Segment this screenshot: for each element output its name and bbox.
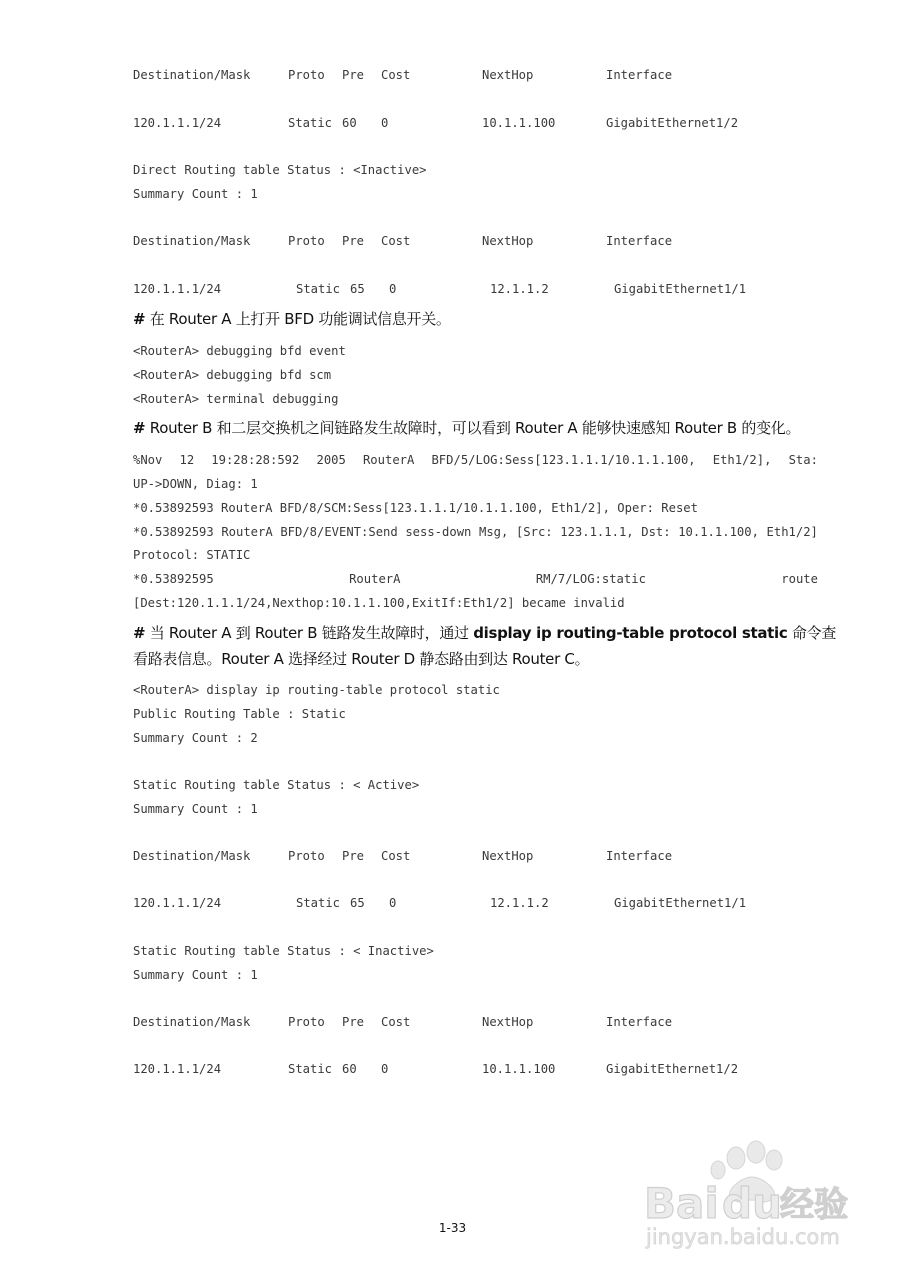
col-nexthop: NextHop (482, 849, 534, 863)
instruction-paragraph (133, 308, 451, 329)
hash-marker: # (133, 419, 146, 437)
log-token: 12 (179, 453, 195, 467)
watermark-brand-2: du (722, 1179, 782, 1228)
col-proto: Proto (288, 234, 325, 248)
col-pre: Pre (342, 849, 365, 863)
command-line: <RouterA> debugging bfd scm (133, 368, 332, 382)
log-line (133, 572, 818, 586)
hash-marker: # (133, 624, 146, 642)
log-token: RouterA (349, 572, 401, 586)
cell-interface: GigabitEthernet1/1 (614, 896, 747, 910)
log-token: 19:28:28:592 (211, 453, 300, 467)
log-token: %Nov (133, 453, 163, 467)
cell-proto: Static (296, 896, 341, 910)
col-destination: Destination/Mask (133, 849, 251, 863)
log-token: [Src: (515, 525, 553, 539)
summary-count-line: Summary Count : 1 (133, 187, 258, 201)
cell-pre: 60 (342, 116, 357, 130)
hash-marker: # (133, 310, 146, 328)
routing-status-line: Direct Routing table Status : <Inactive> (133, 163, 427, 177)
col-proto: Proto (288, 1015, 325, 1029)
instruction-paragraph (133, 622, 836, 643)
col-cost: Cost (381, 849, 411, 863)
log-token: 2005 (316, 453, 346, 467)
col-proto: Proto (288, 849, 325, 863)
log-token: 10.1.1.100, (678, 525, 759, 539)
command-line: <RouterA> display ip routing-table protocol static (133, 683, 500, 697)
col-destination: Destination/Mask (133, 1015, 251, 1029)
cell-proto: Static (296, 282, 341, 296)
routing-status-line: Static Routing table Status : < Inactive> (133, 944, 434, 958)
log-token: Msg, (478, 525, 509, 539)
log-token: Eth1/2] (766, 525, 818, 539)
log-token: *0.53892595 (133, 572, 214, 586)
log-token: Sta: (788, 453, 818, 467)
cell-nexthop: 10.1.1.100 (482, 1062, 556, 1076)
col-cost: Cost (381, 68, 411, 82)
cell-cost: 0 (381, 116, 389, 130)
log-token: BFD/5/LOG:Sess[123.1.1.1/10.1.1.100, (431, 453, 696, 467)
col-pre: Pre (342, 234, 365, 248)
cell-proto: Static (288, 116, 333, 130)
cell-pre: 60 (342, 1062, 357, 1076)
log-line (133, 453, 818, 467)
cell-cost: 0 (389, 896, 397, 910)
col-interface: Interface (606, 68, 673, 82)
log-line: UP->DOWN, Diag: 1 (133, 477, 258, 491)
cell-proto: Static (288, 1062, 333, 1076)
instruction-text: Router B 和二层交换机之间链路发生故障时，可以看到 Router A 能够快速感知 Router B 的变化。 (145, 419, 801, 437)
command-name: display ip routing-table protocol static (473, 624, 788, 642)
col-interface: Interface (606, 849, 673, 863)
log-token: RM/7/LOG:static (535, 572, 646, 586)
instruction-text: 命令查 (787, 624, 837, 642)
log-token: RouterA (221, 525, 273, 539)
watermark-brand: Bai (644, 1179, 719, 1228)
log-token: 123.1.1.1, (560, 525, 634, 539)
summary-count-line: Summary Count : 1 (133, 968, 258, 982)
col-cost: Cost (381, 234, 411, 248)
col-proto: Proto (288, 68, 325, 82)
col-pre: Pre (342, 68, 365, 82)
log-token: route (781, 572, 818, 586)
instruction-text: 在 Router A 上打开 BFD 功能调试信息开关。 (145, 310, 451, 328)
cell-dest: 120.1.1.1/24 (133, 116, 222, 130)
cell-interface: GigabitEthernet1/2 (606, 1062, 739, 1076)
log-line: *0.53892593 RouterA BFD/8/SCM:Sess[123.1.1.1/10.1.1.100, Eth1/2], Oper: Reset (133, 501, 698, 515)
col-destination: Destination/Mask (133, 234, 251, 248)
cell-dest: 120.1.1.1/24 (133, 896, 222, 910)
instruction-paragraph-continued: 看路表信息。Router A 选择经过 Router D 静态路由到达 Router C。 (133, 650, 590, 668)
routing-status-line: Static Routing table Status : < Active> (133, 778, 420, 792)
col-cost: Cost (381, 1015, 411, 1029)
log-token: sess-down (405, 525, 472, 539)
log-token: BFD/8/EVENT:Send (280, 525, 398, 539)
col-nexthop: NextHop (482, 1015, 534, 1029)
log-line: Protocol: STATIC (133, 548, 251, 562)
instruction-paragraph (133, 417, 800, 438)
watermark-url: jingyan.baidu.com (646, 1225, 840, 1249)
col-destination: Destination/Mask (133, 68, 251, 82)
log-token: Eth1/2], (712, 453, 772, 467)
cell-cost: 0 (389, 282, 397, 296)
summary-count-line: Summary Count : 2 (133, 731, 258, 745)
log-token: Dst: (641, 525, 671, 539)
cell-nexthop: 12.1.1.2 (490, 896, 549, 910)
command-line: <RouterA> terminal debugging (133, 392, 339, 406)
page-number: 1-33 (438, 1221, 467, 1235)
log-token: *0.53892593 (133, 525, 214, 539)
cell-dest: 120.1.1.1/24 (133, 282, 222, 296)
cell-interface: GigabitEthernet1/2 (606, 116, 739, 130)
cell-nexthop: 10.1.1.100 (482, 116, 556, 130)
col-nexthop: NextHop (482, 68, 534, 82)
log-token: RouterA (362, 453, 415, 467)
col-interface: Interface (606, 234, 673, 248)
col-interface: Interface (606, 1015, 673, 1029)
cell-pre: 65 (350, 896, 365, 910)
cell-interface: GigabitEthernet1/1 (614, 282, 747, 296)
log-line: [Dest:120.1.1.1/24,Nexthop:10.1.1.100,ExitIf:Eth1/2] became invalid (133, 596, 625, 610)
cell-cost: 0 (381, 1062, 389, 1076)
col-pre: Pre (342, 1015, 365, 1029)
log-line (133, 525, 818, 539)
command-line: <RouterA> debugging bfd event (133, 344, 346, 358)
routing-table-title: Public Routing Table : Static (133, 707, 346, 721)
cell-dest: 120.1.1.1/24 (133, 1062, 222, 1076)
cell-nexthop: 12.1.1.2 (490, 282, 549, 296)
watermark-cn: 经验 (780, 1185, 848, 1225)
summary-count-line: Summary Count : 1 (133, 802, 258, 816)
cell-pre: 65 (350, 282, 365, 296)
col-nexthop: NextHop (482, 234, 534, 248)
instruction-text: 当 Router A 到 Router B 链路发生故障时，通过 (145, 624, 474, 642)
